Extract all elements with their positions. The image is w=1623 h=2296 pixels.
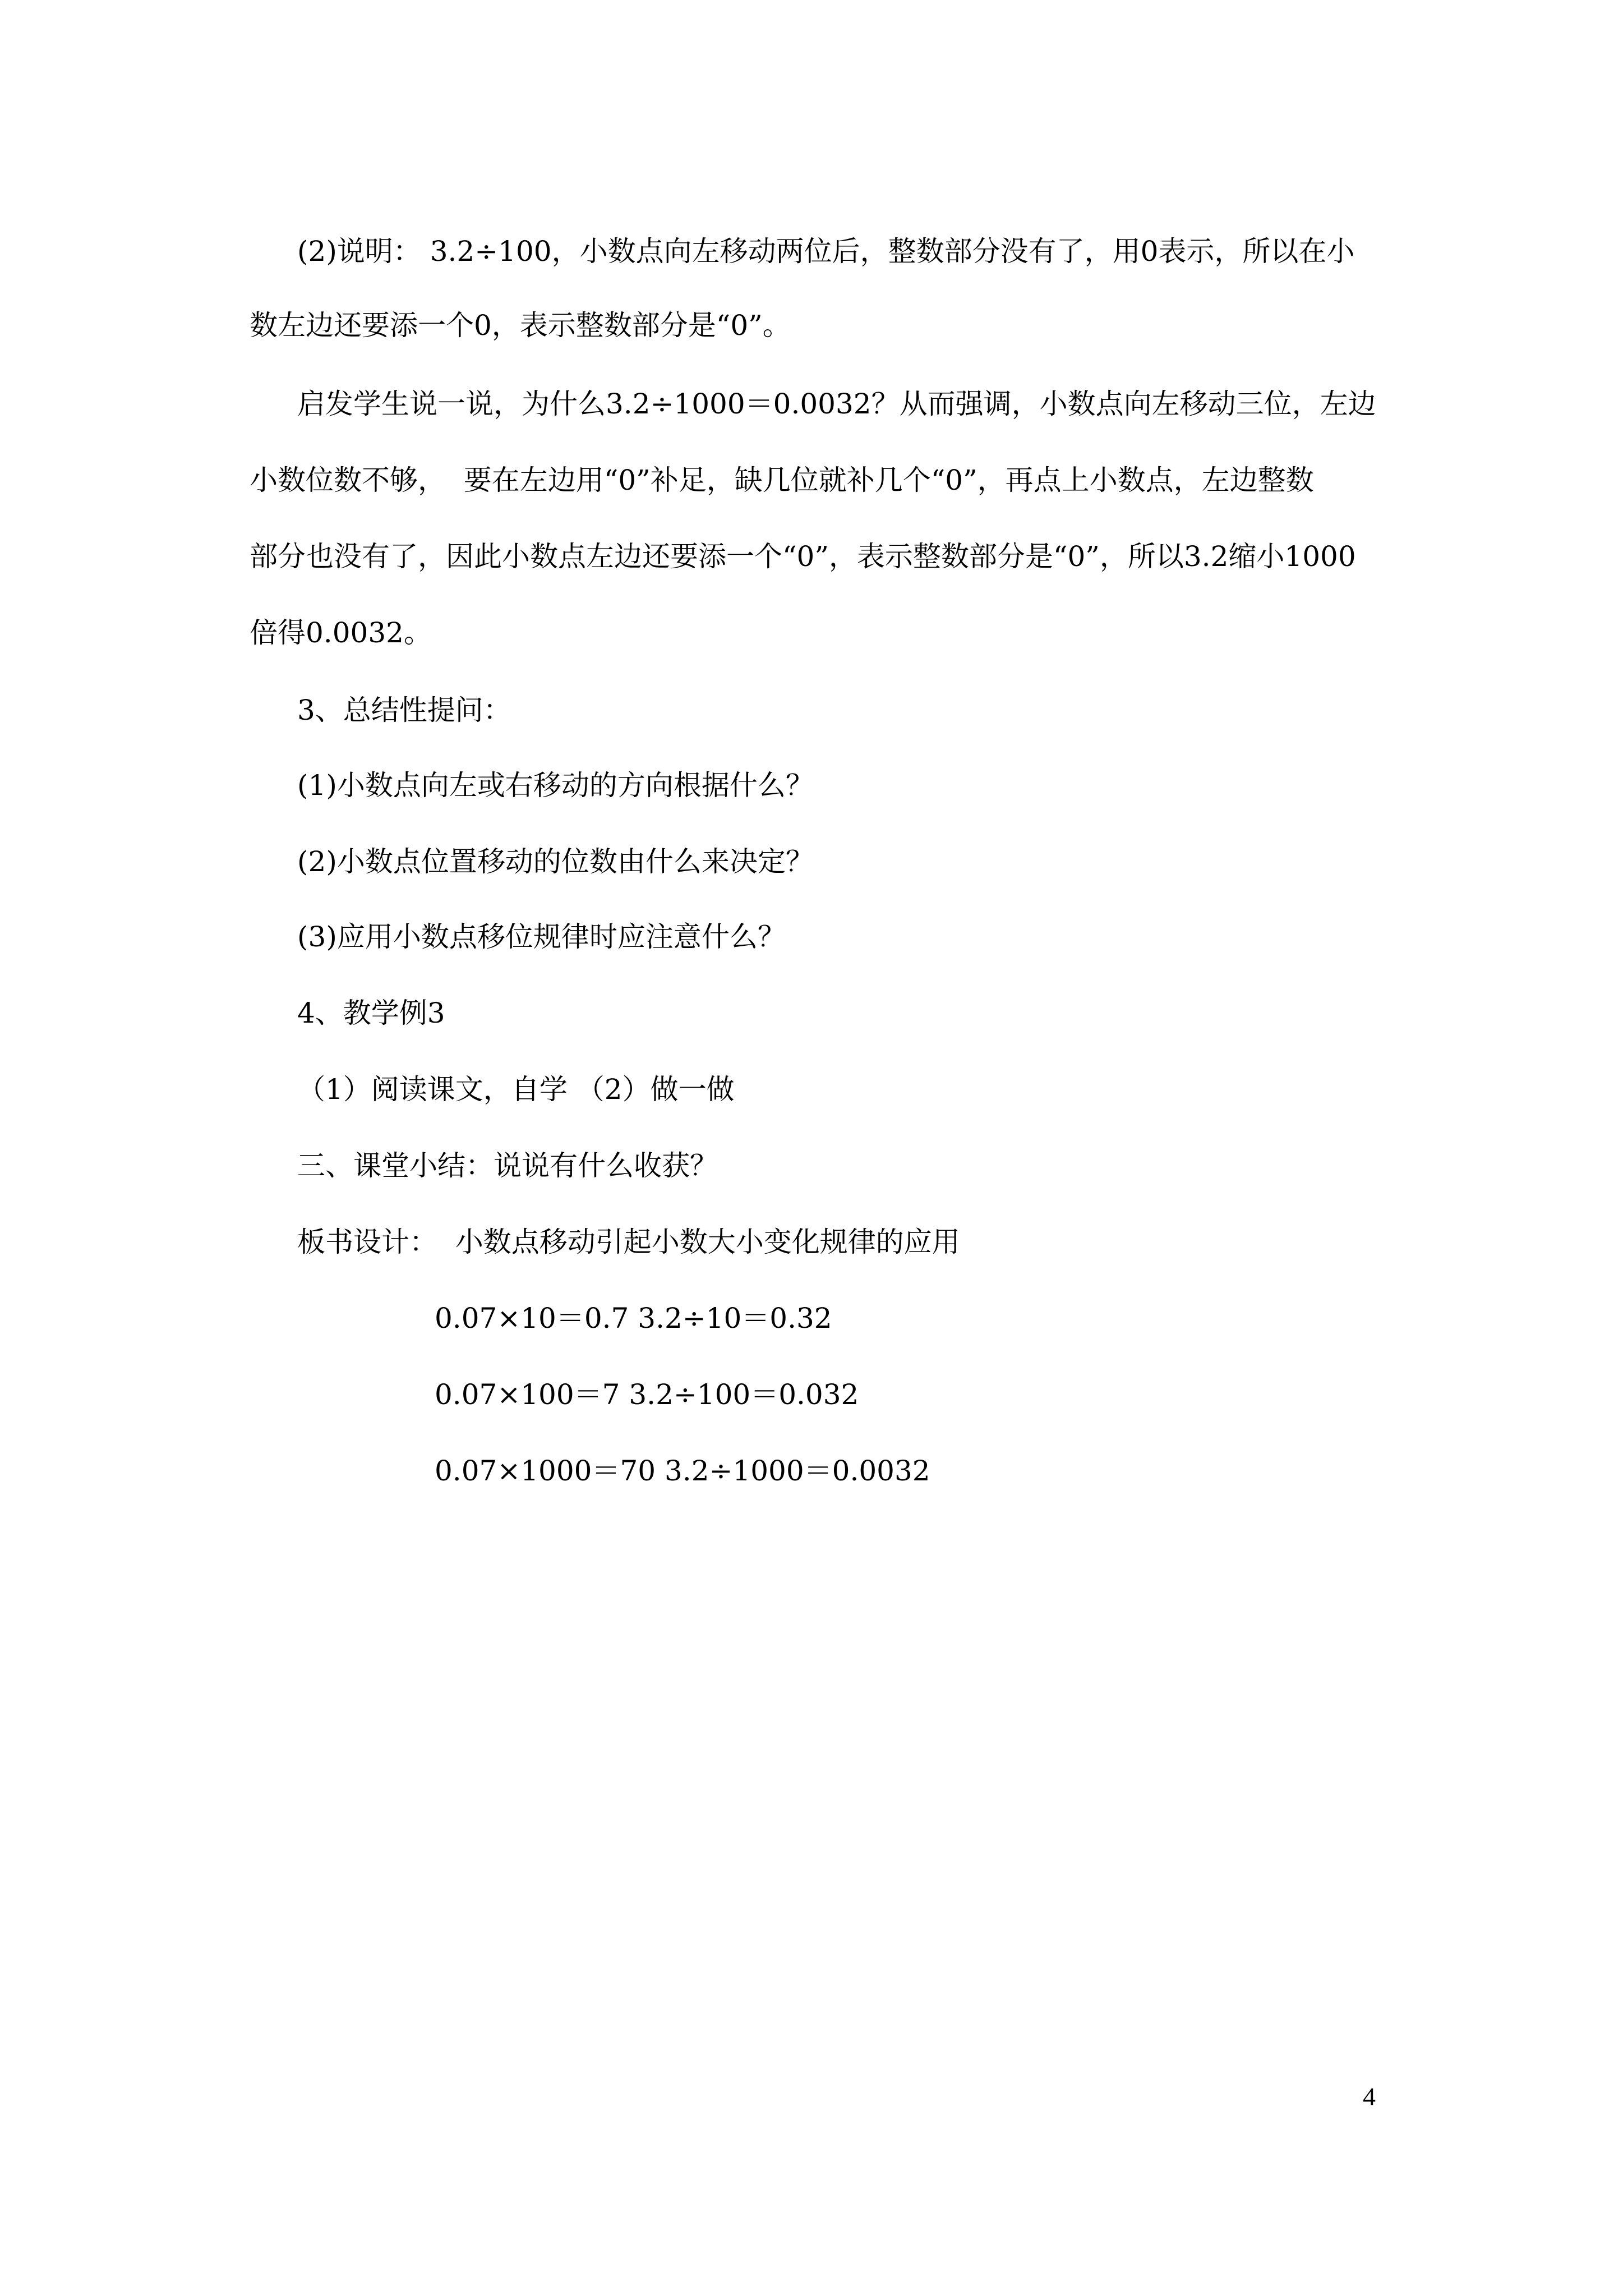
- board-line-1: 0.07×10＝0.7 3.2÷10＝0.32: [435, 1302, 832, 1335]
- paragraph-inspire-line-1: 启发学生说一说，为什么3.2÷1000＝0.0032？从而强调，小数点向左移动三位，左边: [297, 388, 1376, 420]
- question-1: (1)小数点向左或右移动的方向根据什么？: [297, 769, 814, 802]
- section-summary-questions: 3、总结性提问：: [297, 694, 511, 726]
- example-steps: （1）阅读课文，自学 （2）做一做: [297, 1073, 735, 1106]
- paragraph-inspire-line-4: 倍得0.0032。: [250, 616, 432, 649]
- paragraph-inspire-line-3: 部分也没有了，因此小数点左边还要添一个“0”，表示整数部分是“0”，所以3.2缩小1000: [250, 540, 1356, 573]
- question-2: (2)小数点位置移动的位数由什么来决定？: [297, 845, 814, 878]
- board-design-title: 板书设计： 小数点移动引起小数大小变化规律的应用: [297, 1226, 960, 1258]
- board-line-3: 0.07×1000＝70 3.2÷1000＝0.0032: [435, 1455, 930, 1487]
- paragraph-inspire-line-2: 小数位数不够， 要在左边用“0”补足，缺几位就补几个“0”，再点上小数点，左边整数: [250, 464, 1314, 496]
- section-example: 4、教学例3: [297, 997, 445, 1029]
- question-3: (3)应用小数点移位规律时应注意什么？: [297, 921, 786, 953]
- class-summary: 三、课堂小结：说说有什么收获？: [297, 1149, 718, 1182]
- page-number: 4: [1363, 2082, 1376, 2111]
- board-line-2: 0.07×100＝7 3.2÷100＝0.032: [435, 1378, 859, 1411]
- paragraph-explain-line-2: 数左边还要添一个0，表示整数部分是“0”。: [250, 309, 791, 342]
- paragraph-explain-line-1: (2)说明： 3.2÷100，小数点向左移动两位后，整数部分没有了，用0表示，所以在小: [297, 235, 1355, 268]
